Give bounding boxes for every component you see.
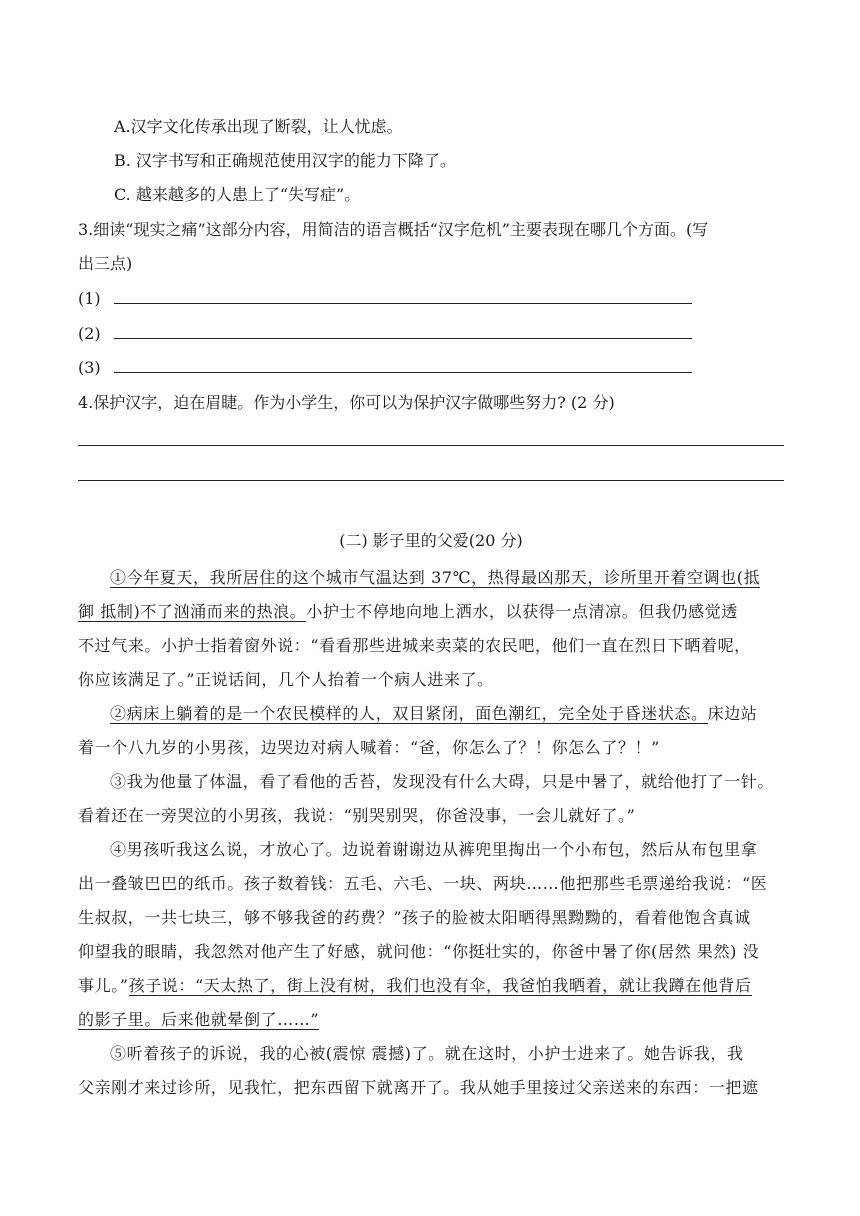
section-title: (二) 影子里的父爱(20 分) <box>339 531 523 550</box>
underlined-sentence: 御 抵制)不了汹涌而来的热浪。 <box>78 602 307 621</box>
q4-prompt: 4.保护汉字，迫在眉睫。作为小学生，你可以为保护汉字做哪些努力? (2 分) <box>78 393 615 412</box>
paragraph-1 <box>78 561 784 697</box>
underlined-sentence: ②病床上躺着的是一个农民模样的人，双目紧闭，面色潮红，完全处于昏迷状态。 <box>110 704 708 723</box>
underlined-sentence: 的影子里。后来他就晕倒了……” <box>78 1010 320 1029</box>
paragraph-text: ⑤听着孩子的诉说，我的心被(震惊 震撼)了。就在这时，小护士进来了。她告诉我，我 <box>110 1044 744 1063</box>
q4-answer-line-1[interactable] <box>78 445 784 446</box>
paragraph-4 <box>78 833 784 1037</box>
paragraph-text: 看着还在一旁哭泣的小男孩，我说：“别哭别哭，你爸没事，一会儿就好了。” <box>78 806 636 825</box>
q3-answer-blank[interactable] <box>114 289 692 304</box>
paragraph-text: 父亲刚才来过诊所，见我忙，把东西留下就离开了。我从她手里接过父亲送来的东西：一把遮 <box>78 1078 759 1097</box>
q3-answer-row-3 <box>78 357 692 379</box>
paragraph-text: 小护士不停地向地上洒水，以获得一点清凉。但我仍感觉透 <box>306 602 738 621</box>
underlined-sentence: 孩子说：“天太热了，街上没有树，我们也没有伞，我爸怕我晒着，就让我蹲在他背后 <box>128 976 752 995</box>
q3-answer-blank[interactable] <box>114 358 692 373</box>
paragraph-text: ④男孩听我这么说，才放心了。边说着谢谢边从裤兜里掏出一个小布包，然后从布包里拿 <box>110 840 758 859</box>
q2-option-a: A.汉字文化传承出现了断裂，让人忧虑。 <box>114 117 403 136</box>
paragraph-text: 生叔叔，一共七块三，够不够我爸的药费？”孩子的脸被太阳晒得黑黝黝的，看着他饱含真诚 <box>78 908 751 927</box>
q4-answer-line-2[interactable] <box>78 480 784 481</box>
q3-answer-row-1 <box>78 288 692 310</box>
q2-option-b: B. 汉字书写和正确规范使用汉字的能力下降了。 <box>114 151 456 170</box>
paragraph-text: 你应该满足了。”正说话间，几个人抬着一个病人进来了。 <box>78 670 494 689</box>
q3-answer-number: (1) <box>78 289 101 308</box>
q3-answer-number: (3) <box>78 358 101 377</box>
q2-option-c: C. 越来越多的人患上了“失写症”。 <box>114 185 361 204</box>
q3-answer-blank[interactable] <box>114 324 692 339</box>
paragraph-text: 床边站 <box>707 704 758 723</box>
paragraph-text: ③我为他量了体温，看了看他的舌苔，发现没有什么大碍，只是中暑了，就给他打了一针。 <box>110 772 775 791</box>
q3-answer-row-2 <box>78 323 692 345</box>
underlined-sentence: ①今年夏天，我所居住的这个城市气温达到 37℃，热得最凶那天，诊所里开着空调也(抵 <box>110 568 761 587</box>
paragraph-text: 仰望我的眼睛，我忽然对他产生了好感，就问他：“你挺壮实的，你爸中暑了你(居然 果然) 没 <box>78 942 760 961</box>
paragraph-2 <box>78 697 784 765</box>
paragraph-5 <box>78 1037 784 1105</box>
paragraph-text: 出一叠皱巴巴的纸币。孩子数着钱：五毛、六毛、一块、两块……他把那些毛票递给我说：“医 <box>78 874 768 893</box>
q3-prompt-line1: 3.细读“现实之痛”这部分内容，用简洁的语言概括“汉字危机”主要表现在哪几个方面。(写 <box>78 220 709 239</box>
paragraph-3 <box>78 765 784 833</box>
paragraph-text: 事儿。” <box>78 976 129 995</box>
paragraph-text: 不过气来。小护士指着窗外说：“看看那些进城来卖菜的农民吧，他们一直在烈日下晒着呢， <box>78 636 751 655</box>
q3-answer-number: (2) <box>78 324 101 343</box>
paragraph-text: 着一个八九岁的小男孩，边哭边对病人喊着：“爸，你怎么了？！你怎么了？！” <box>78 738 660 757</box>
q3-prompt-line2: 出三点) <box>78 254 133 273</box>
